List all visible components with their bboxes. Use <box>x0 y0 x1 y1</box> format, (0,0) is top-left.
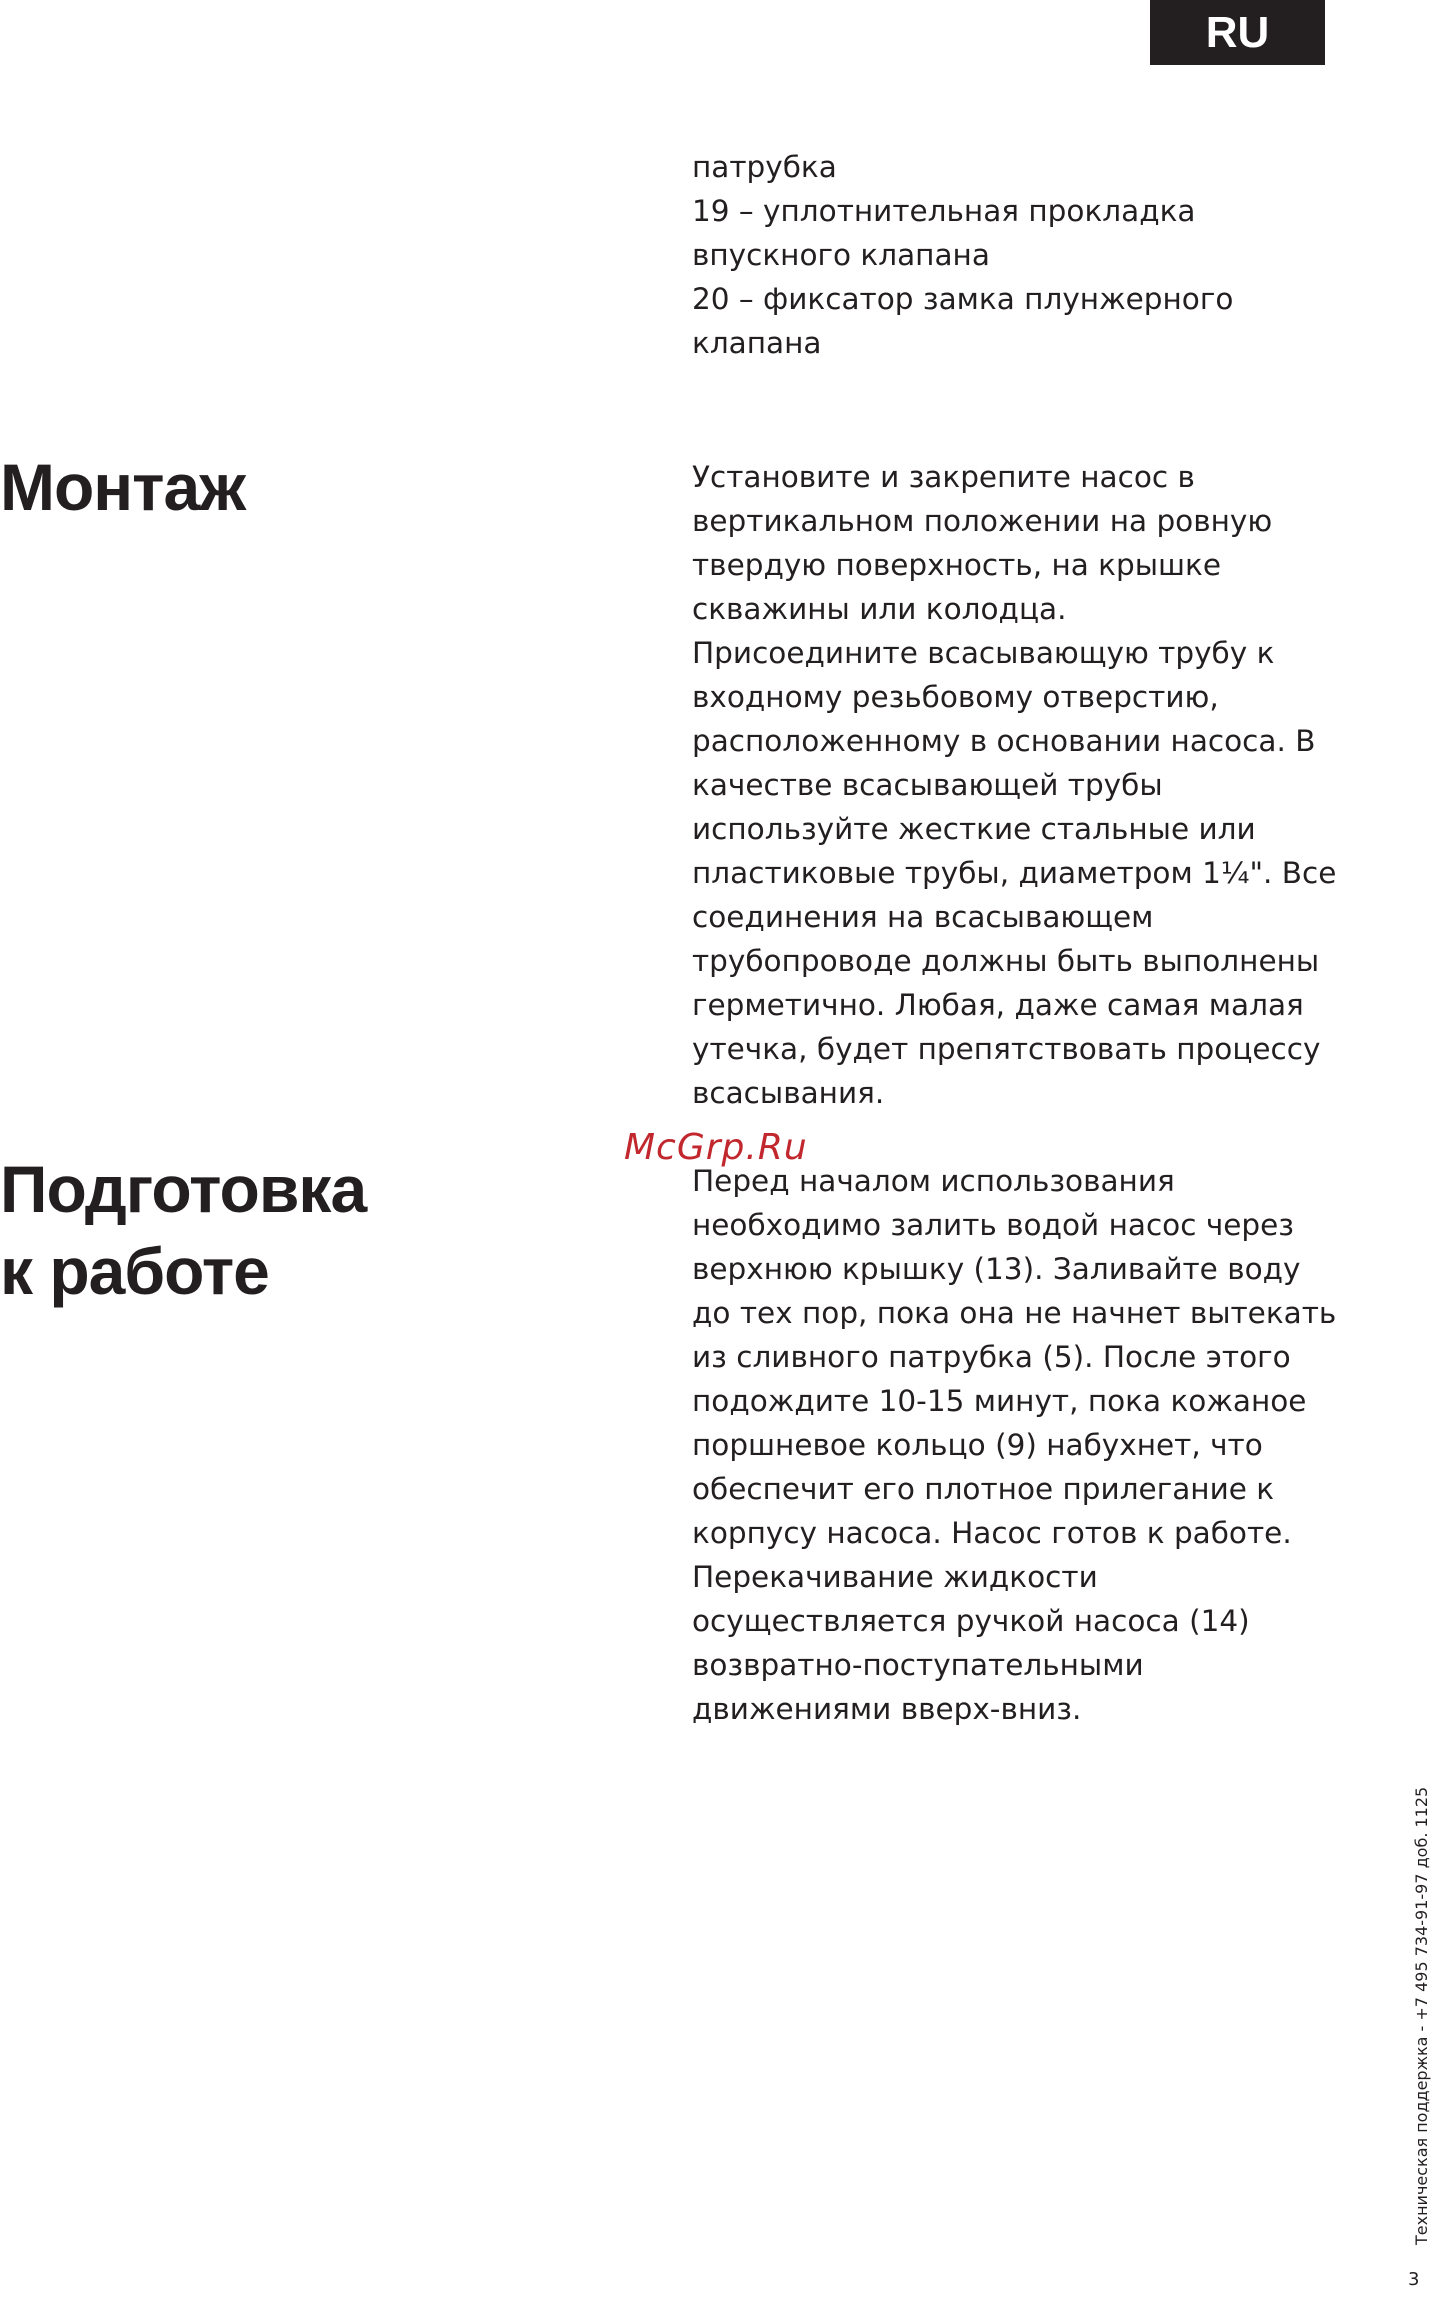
page-number: 3 <box>1408 2269 1420 2290</box>
section-heading-preparation-line1: Подготовка <box>0 1152 367 1226</box>
parts-list-item: 19 – уплотнительная прокладка впускного клапана <box>692 194 1196 272</box>
section-heading-preparation-line2: к работе <box>0 1234 269 1308</box>
section-heading-preparation <box>0 1148 366 1312</box>
section-body-preparation <box>692 1159 1342 1731</box>
paragraph: Перекачивание жидкости осуществляется ручкой насоса (14) возвратно-поступательными движениями вверх-вниз. <box>692 1560 1250 1726</box>
paragraph: Установите и закрепите насос в вертикальном положении на ровную твердую поверхность, на крышке скважины или колодца. <box>692 460 1273 626</box>
support-contact-vertical: Техническая поддержка - +7 495 734-91-97 доб. 1125 <box>1412 1786 1431 2245</box>
parts-list-item: 20 – фиксатор замка плунжерного клапана <box>692 282 1234 360</box>
paragraph: Перед началом использования необходимо залить водой насос через верхнюю крышку (13). Заливайте воду до тех пор, пока она не начнет вытекать из сливного патрубка (5). После этого подождите 10-15 минут, пока кожаное поршневое кольцо (9) набухнет, что обеспечит его плотное прилегание к корпусу насоса. Насос готов к работе. <box>692 1164 1337 1550</box>
section-body-mounting <box>692 455 1342 1115</box>
parts-list-item: патрубка <box>692 150 837 184</box>
parts-list-continued <box>692 145 1342 365</box>
watermark: McGrp.Ru <box>624 1127 808 1168</box>
language-badge: RU <box>1150 0 1325 65</box>
paragraph: Присоедините всасывающую трубу к входному резьбовому отверстию, расположенному в основании насоса. В качестве всасывающей трубы используйте жесткие стальные или пластиковые трубы, диаметром 1¼". Все соединения на всасывающем трубопроводе должны быть выполнены герметично. Любая, даже самая малая утечка, будет препятствовать процессу всасывания. <box>692 636 1337 1110</box>
section-heading-mounting: Монтаж <box>0 450 245 524</box>
